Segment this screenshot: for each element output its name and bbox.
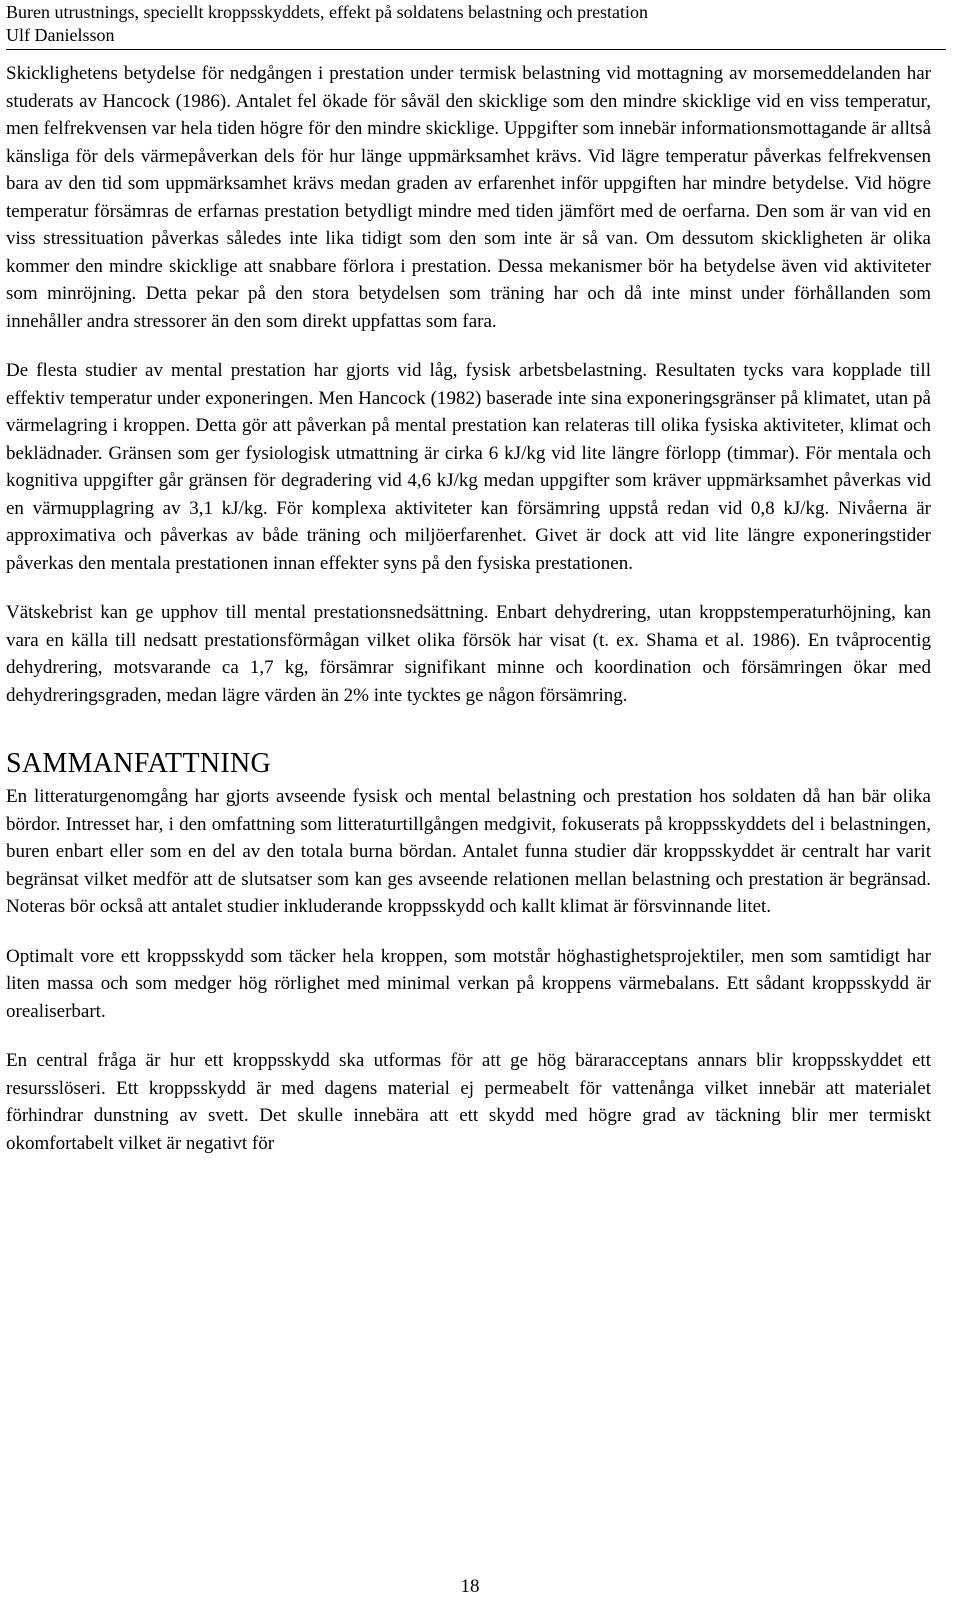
page-number: 18	[460, 1576, 480, 1597]
body-paragraph: De flesta studier av mental prestation har gjorts vid låg, fysisk arbetsbelastning. Resultaten tycks vara kopplade till effektiv temperatur under exponeringen. Men Hancock (1982) baserade inte sina exponeringsgränser på klimatet, utan på värmelagring i kroppen. Detta gör att påverkan på mental prestation kan relateras till olika fysiska aktiviteter, klimat och beklädnader. Gränsen som ger fysiologisk utmattning är cirka 6 kJ/kg vid lite längre förlopp (timmar). För mentala och kognitiva uppgifter går gränsen för degradering vid 4,6 kJ/kg medan uppgifter som kräver uppmärksamhet påverkas vid en värmupplagring av 3,1 kJ/kg. För komplexa aktiviteter kan försämring uppstå redan vid 0,8 kJ/kg. Nivåerna är approximativa och påverkas av både träning och miljöerfarenhet. Givet är dock att vid lite längre exponeringstider påverkas den mentala prestationen innan effekter syns på den fysiska prestationen.	[6, 360, 931, 574]
section-heading: SAMMANFATTNING	[6, 748, 272, 779]
page-content	[6, 60, 931, 1179]
page-header	[6, 0, 946, 47]
header-divider	[6, 49, 946, 50]
document-author: Ulf Danielsson	[6, 25, 115, 45]
body-paragraph: Vätskebrist kan ge upphov till mental prestationsnedsättning. Enbart dehydrering, utan kroppstemperaturhöjning, kan vara en källa till nedsatt prestationsförmågan vilket olika försök har visat (t. ex. Shama et al. 1986). En tvåprocentig dehydrering, motsvarande ca 1,7 kg, försämrar signifikant minne och koordination och försämringen ökar med dehydreringsgraden, medan lägre värden än 2% inte tycktes ge någon försämring.	[6, 602, 931, 706]
summary-paragraph: En litteraturgenomgång har gjorts avseende fysisk och mental belastning och prestation hos soldaten då han bär olika bördor. Intresset har, i den omfattning som litteraturtillgången medgivit, fokuserats på kroppsskyddets del i belastningen, buren enbart eller som en del av den totala burna bördan. Antalet funna studier där kroppsskyddet är centralt har varit begränsat vilket medför att de slutsatser som kan ges avseende relationen mellan belastning och prestation är begränsad. Noteras bör också att antalet studier inkluderande kroppsskydd och kallt klimat är försvinnande litet.	[6, 786, 931, 917]
summary-paragraph: En central fråga är hur ett kroppsskydd ska utformas för att ge hög bäraracceptans annars blir kroppsskyddet ett resursslöseri. Ett kroppsskydd är med dagens material ej permeabelt för vattenånga vilket innebär att materialet förhindrar dunstning av svett. Det skulle innebära att ett skydd med högre grad av täckning blir mer termiskt okomfortabelt vilket är negativt för	[6, 1050, 931, 1154]
summary-paragraph: Optimalt vore ett kroppsskydd som täcker hela kroppen, som motstår höghastighetsprojektiler, men som samtidigt har liten massa och som medger hög rörlighet med minimal verkan på kroppens värmebalans. Ett sådant kroppsskydd är orealiserbart.	[6, 945, 931, 1022]
document-title: Buren utrustnings, speciellt kroppsskyddets, effekt på soldatens belastning och prestation	[6, 2, 649, 22]
body-paragraph: Skicklighetens betydelse för nedgången i prestation under termisk belastning vid mottagning av morsemeddelanden har studerats av Hancock (1986). Antalet fel ökade för såväl den skicklige som den mindre skicklige vid en viss temperatur, men felfrekvensen var hela tiden högre för den mindre skicklige. Uppgifter som innebär informationsmottagande är alltså känsliga för dels värmepåverkan dels för hur länge uppmärksamhet krävs. Vid lägre temperatur påverkas felfrekvensen bara av den tid som uppmärksamhet krävs medan graden av erfarenhet inför uppgiften har mindre betydelse. Vid högre temperatur försämras de erfarnas prestation betydligt mindre med tiden jämfört med de oerfarna. Den som är van vid en viss stressituation påverkas således inte lika tidigt som den som inte är så van. Om dessutom skickligheten är olika kommer den mindre skicklige att snabbare förlora i prestation. Dessa mekanismer bör ha betydelse även vid aktiviteter som minröjning. Detta pekar på den stora betydelsen som träning har och då inte minst under förhållanden som innehåller andra stressorer än den som direkt uppfattas som fara.	[6, 63, 931, 332]
